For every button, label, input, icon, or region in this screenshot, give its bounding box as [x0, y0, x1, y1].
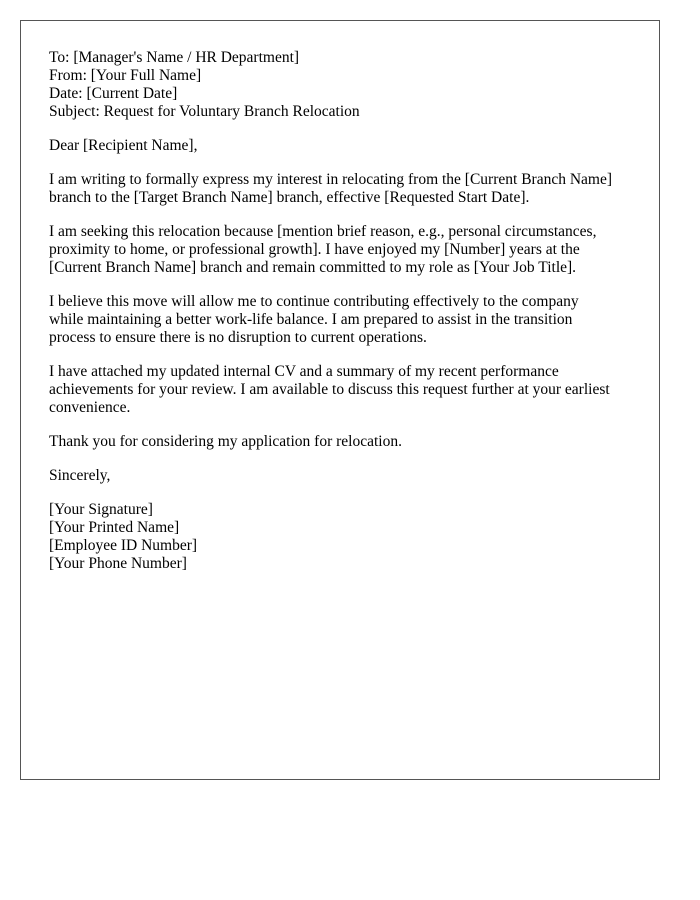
signature-line: [Your Signature] — [49, 501, 153, 518]
paragraph-line: I am writing to formally express my interest in relocating from the [Current Branch Name] — [49, 171, 612, 188]
to-line: To: [Manager's Name / HR Department] — [49, 49, 300, 66]
paragraph-line: I believe this move will allow me to continue contributing effectively to the company — [49, 293, 579, 310]
paragraph-line: process to ensure there is no disruption to current operations. — [49, 329, 427, 346]
paragraph-reason — [49, 223, 631, 277]
paragraph-line: while maintaining a better work-life balance. I am prepared to assist in the transition — [49, 311, 573, 328]
letter-page — [20, 20, 660, 780]
paragraph-line: convenience. — [49, 399, 131, 416]
paragraph-line: achievements for your review. I am available to discuss this request further at your earliest — [49, 381, 610, 398]
paragraph-line: branch to the [Target Branch Name] branch, effective [Requested Start Date]. — [49, 189, 530, 206]
phone-line: [Your Phone Number] — [49, 555, 187, 572]
paragraph-line: Thank you for considering my application for relocation. — [49, 433, 402, 450]
paragraph-line: proximity to home, or professional growth]. I have enjoyed my [Number] years at the — [49, 241, 580, 258]
employee-id-line: [Employee ID Number] — [49, 537, 198, 554]
printed-name-line: [Your Printed Name] — [49, 519, 180, 536]
closing: Sincerely, — [49, 467, 111, 484]
signature-block — [49, 501, 631, 573]
from-line: From: [Your Full Name] — [49, 67, 202, 84]
paragraph-intro — [49, 171, 631, 207]
date-line: Date: [Current Date] — [49, 85, 178, 102]
paragraph-attachments — [49, 363, 631, 417]
subject-line: Subject: Request for Voluntary Branch Relocation — [49, 103, 360, 120]
paragraph-thanks — [49, 433, 631, 451]
paragraph-line: I am seeking this relocation because [mention brief reason, e.g., personal circumstances, — [49, 223, 597, 240]
salutation: Dear [Recipient Name], — [49, 137, 198, 154]
paragraph-line: [Current Branch Name] branch and remain committed to my role as [Your Job Title]. — [49, 259, 577, 276]
paragraph-commitment — [49, 293, 631, 347]
letter-header — [49, 49, 631, 121]
paragraph-line: I have attached my updated internal CV and a summary of my recent performance — [49, 363, 559, 380]
